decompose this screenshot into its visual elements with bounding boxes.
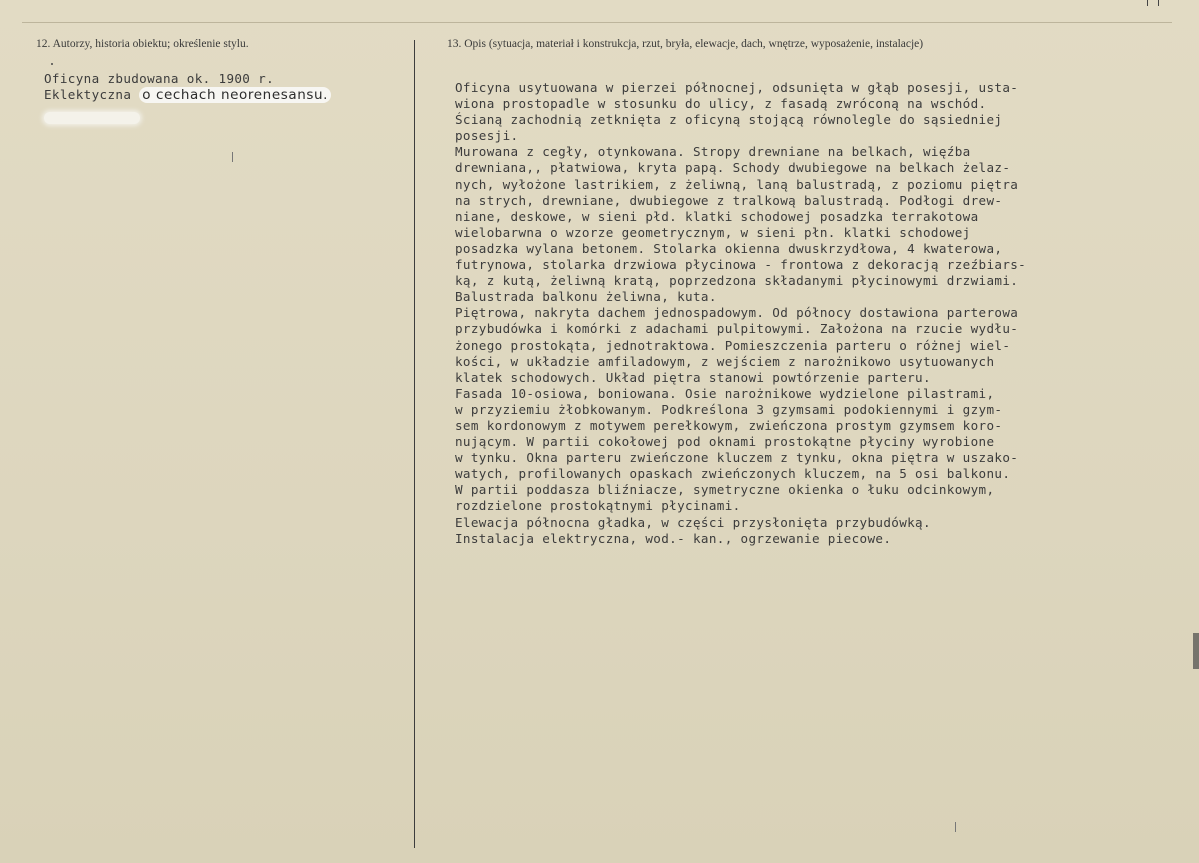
correction-fluid-patch [44,112,140,124]
description-line: przybudówka i komórki z adachami pulpitowymi. Założona na rzucie wydłu- [455,321,1019,337]
section-12-heading: 12. Autorzy, historia obiektu; określenie stylu. [36,38,249,50]
description-line: futrynowa, stolarka drzwiowa płycinowa - frontowa z dekoracją rzeźbiars- [455,257,1027,273]
style-sticker-label: o cechach neorenesansu. [139,87,331,103]
description-line: Elewacja północna gładka, w części przysłonięta przybudówką. [455,514,931,530]
description-line: kości, w układzie amfiladowym, z wejściem z narożnikowo usytuowanych [455,353,995,369]
card-top-rule [22,22,1172,23]
description-line: wielobarwna o wzorze geometrycznym, w sieni płn. klatki schodowej [455,224,971,240]
edge-tab [1193,633,1199,669]
stray-mark [955,822,956,832]
description-line: na strych, drewniane, dwubiegowe z tralkową balustradą. Podłogi drew- [455,192,1003,208]
description-text [455,80,1026,547]
description-line: Fasada 10-osiowa, boniowana. Osie narożnikowe wydzielone pilastrami, [455,385,995,401]
corner-mark [1147,0,1159,6]
description-line: w tynku. Okna parteru zwieńczone kluczem z tynku, okna piętra w uszako- [455,450,1019,466]
description-line: drewniana,, płatwiowa, kryta papą. Schody dwubiegowe na belkach żelaz- [455,160,1011,176]
description-line: watych, profilowanych opaskach zwieńczonych kluczem, na 5 osi balkonu. [455,466,1011,482]
description-line: sem kordonowym z motywem perełkowym, zwieńczona prostym gzymsem koro- [455,417,1003,433]
description-line: rozdzielone prostokątnymi płycinami. [455,498,741,514]
description-line: żonego prostokąta, jednotraktowa. Pomieszczenia parteru o różnej wiel- [455,337,1011,353]
description-line: Oficyna usytuowana w pierzei północnej, odsunięta w głąb posesji, usta- [455,80,1019,95]
description-line: ką, z kutą, żeliwną kratą, poprzedzona składanymi płycinowymi drzwiami. [455,273,1019,289]
description-line: Balustrada balkonu żeliwna, kuta. [455,289,717,305]
description-line: posadzka wylana betonem. Stolarka okienna dwuskrzydłowa, 4 kwaterowa, [455,240,1003,256]
description-line: Ścianą zachodnią zetknięta z oficyną stojącą równolegle do sąsiedniej [455,112,1003,128]
column-divider [414,40,415,848]
description-line: Murowana z cegły, otynkowana. Stropy drewniane na belkach, więźba [455,144,971,160]
description-line: wiona prostopadle w stosunku do ulicy, z fasadą zwróconą na wschód. [455,96,987,112]
style-typed: Eklektyczna [44,87,140,103]
description-line: W partii poddasza bliźniacze, symetryczne okienka o łuku odcinkowym, [455,482,995,498]
description-line: Instalacja elektryczna, wod.- kan., ogrzewanie piecowe. [455,530,892,546]
left-line-1: Oficyna zbudowana ok. 1900 r. [44,71,275,86]
description-line: nych, wyłożone lastrikiem, z żeliwną, laną balustradą, z poziomu piętra [455,176,1019,192]
authors-history-text [44,71,331,103]
description-line: klatek schodowych. Układ piętra stanowi powtórzenie parteru. [455,369,931,385]
stray-mark [232,152,233,162]
description-line: nującym. W partii cokołowej pod oknami prostokątne płyciny wyrobione [455,434,995,450]
description-line: niane, deskowe, w sieni płd. klatki schodowej posadzka terrakotowa [455,208,979,224]
section-13-heading: 13. Opis (sytuacja, materiał i konstrukcja, rzut, bryła, elewacje, dach, wnętrze, wyposażenie, instalacje) [447,38,924,50]
description-line: Piętrowa, nakryta dachem jednospadowym. Od północy dostawiona parterowa [455,305,1019,321]
description-line: w przyziemiu żłobkowanym. Podkreślona 3 gzymsami podokiennymi i gzym- [455,401,1003,417]
left-line-2 [44,87,331,103]
stray-dot [51,63,53,65]
description-line: posesji. [455,128,519,144]
